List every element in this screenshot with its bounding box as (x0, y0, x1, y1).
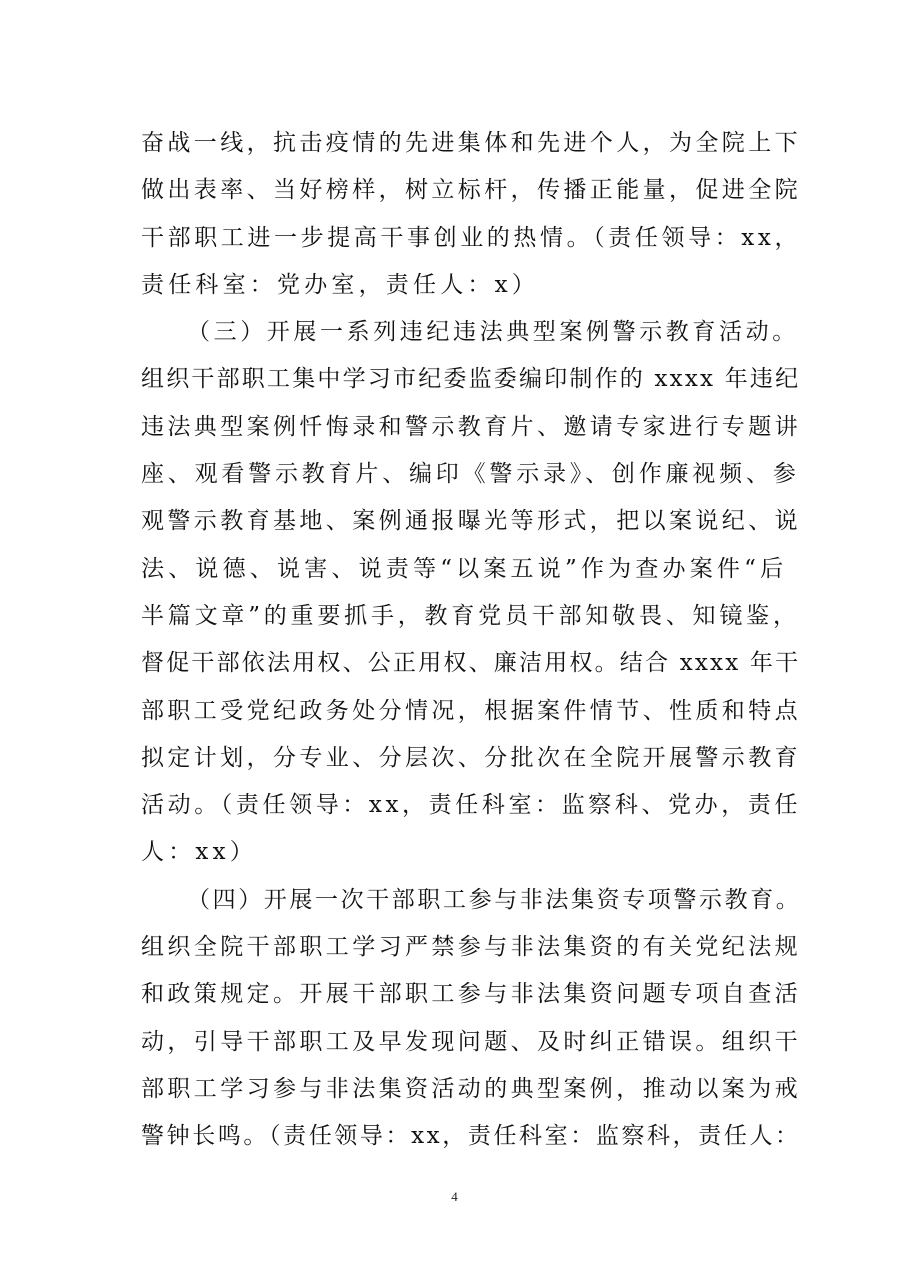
text-line: 动，引导干部职工及早发现问题、及时纠正错误。组织干 (141, 1028, 801, 1055)
text-line: （三）开展一系列违纪违法典型案例警示教育活动。 (187, 319, 799, 346)
text-line: 责任科室：党办室，责任人：x） (141, 271, 539, 298)
text-line: 拟定计划，分专业、分层次、分批次在全院开展警示教育 (141, 744, 801, 771)
text-line: 部职工学习参与非法集资活动的典型案例，推动以案为戒 (141, 1075, 801, 1102)
text-line: 奋战一线，抗击疫情的先进集体和先进个人，为全院上下 (141, 130, 801, 156)
text-line: 半篇文章”的重要抓手，教育党员干部知敬畏、知镜鉴， (141, 602, 800, 629)
text-line: 警钟长鸣。（责任领导：xx，责任科室：监察科，责任人： (141, 1123, 801, 1150)
text-line: 部职工受党纪政务处分情况，根据案件情节、性质和特点 (141, 697, 801, 724)
text-line: 和政策规定。开展干部职工参与非法集资问题专项自查活 (141, 981, 801, 1008)
text-line: 做出表率、当好榜样，树立标杆，传播正能量，促进全院 (141, 177, 801, 204)
text-line: 法、说德、说害、说责等“以案五说”作为查办案件“后 (141, 555, 788, 582)
text-line: （四）开展一次干部职工参与非法集资专项警示教育。 (187, 886, 802, 913)
text-line: 观警示教育基地、案例通报曝光等形式，把以案说纪、说 (141, 508, 801, 535)
text-line: 组织干部职工集中学习市纪委监委编印制作的 xxxx 年违纪 (141, 366, 801, 393)
text-line: 活动。（责任领导：xx，责任科室：监察科、党办，责任 (141, 792, 802, 819)
text-line: 人：xx） (141, 839, 257, 866)
page-number: 4 (451, 1189, 458, 1204)
text-line: 组织全院干部职工学习严禁参与非法集资的有关党纪法规 (141, 934, 801, 961)
text-line: 干部职工进一步提高干事创业的热情。（责任领导：xx， (141, 224, 802, 251)
body-text (141, 120, 801, 1161)
text-line: 座、观看警示教育片、编印《警示录》、创作廉视频、参 (141, 461, 800, 488)
text-line: 督促干部依法用权、公正用权、廉洁用权。结合 xxxx 年干 (141, 650, 801, 677)
text-line: 违法典型案例忏悔录和警示教育片、邀请专家进行专题讲 (141, 413, 801, 440)
